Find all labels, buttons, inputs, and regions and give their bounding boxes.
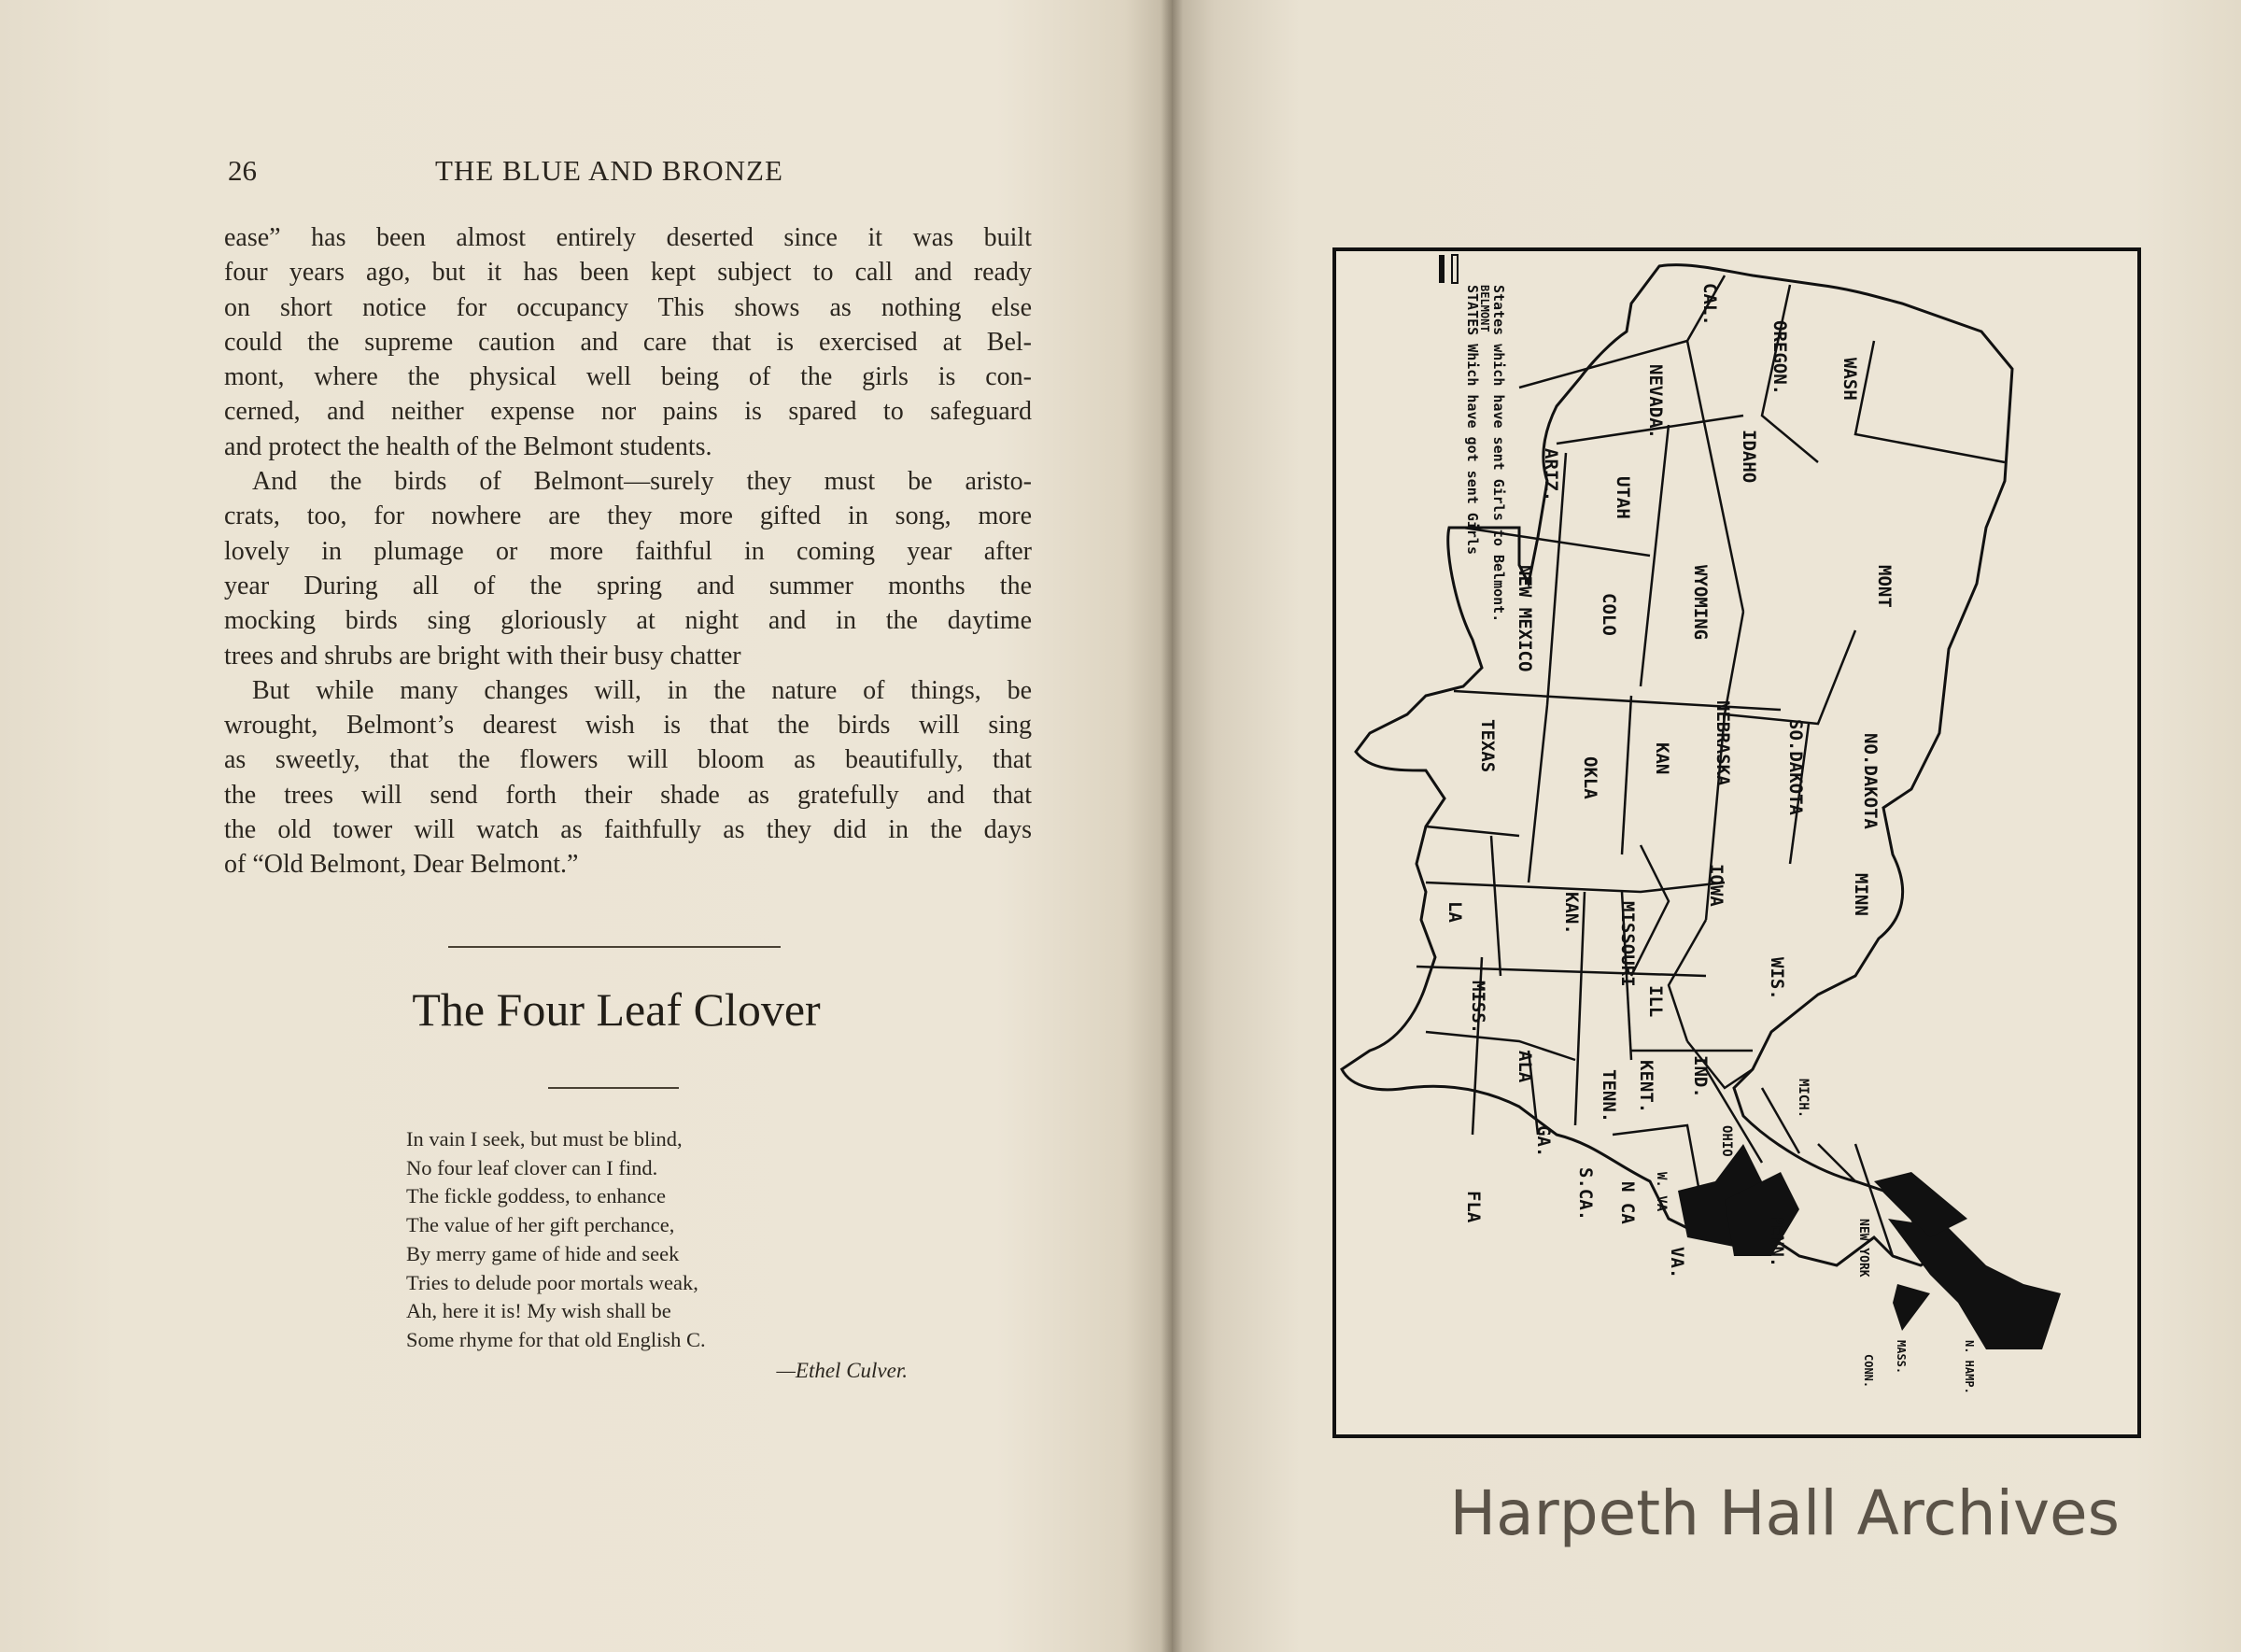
- prose-line: mocking birds sing gloriously at night and in the daytime: [224, 606, 1032, 636]
- state-label: FLA: [1463, 1191, 1484, 1223]
- legend-line-2: BELMONT: [1478, 285, 1491, 332]
- state-label: IND.: [1690, 1055, 1711, 1098]
- state-label: ARIZ.: [1541, 448, 1561, 502]
- prose-line: year During all of the spring and summer months the: [224, 571, 1032, 600]
- divider-rule: [448, 946, 781, 948]
- state-label: NEBRASKA: [1712, 700, 1733, 786]
- state-label: NEVADA.: [1645, 364, 1666, 440]
- legend-line-1: STATES Which have got sent Girls: [1464, 285, 1481, 555]
- poem-line: By merry game of hide and seek: [406, 1241, 680, 1265]
- prose-line: of “Old Belmont, Dear Belmont.”: [224, 850, 579, 880]
- state-label: MISSOURI: [1617, 901, 1638, 987]
- prose-line: trees and shrubs are bright with their busy chatter: [224, 641, 741, 671]
- prose-line: crats, too, for nowhere are they more gifted in song, more: [224, 501, 1032, 531]
- state-label: NO.DAKOTA: [1860, 733, 1881, 829]
- poem-line: Some rhyme for that old English C.: [406, 1327, 706, 1351]
- state-label: TENN.: [1599, 1069, 1619, 1123]
- running-title: THE BLUE AND BRONZE: [435, 154, 783, 187]
- prose-line: could the supreme caution and care that is exercised at Bel-: [224, 327, 1032, 357]
- prose-line: wrought, Belmont’s dearest wish is that the birds will sing: [224, 711, 1032, 741]
- state-label: S.CA.: [1575, 1167, 1596, 1221]
- state-label: OHIO: [1719, 1125, 1734, 1157]
- map-frame-border: [1334, 249, 2139, 1436]
- page-header: [224, 154, 1036, 191]
- state-label: PENN.: [1767, 1214, 1787, 1268]
- state-label: MONT: [1874, 565, 1895, 608]
- poem-line: The fickle goddess, to enhance: [406, 1184, 667, 1208]
- state-label: MINN: [1851, 873, 1871, 916]
- state-label: IDAHO: [1739, 430, 1759, 484]
- states-map: [1332, 247, 2141, 1438]
- state-label: OREGON.: [1769, 320, 1790, 396]
- archive-watermark: Harpeth Hall Archives: [1449, 1477, 2120, 1549]
- state-label: NEW YORK: [1856, 1219, 1870, 1278]
- state-label: SO.DAKOTA: [1785, 719, 1806, 815]
- state-label: NEW MEXICO: [1515, 565, 1535, 672]
- state-label: WIS.: [1767, 957, 1787, 1000]
- prose-line: four years ago, but it has been kept subject to call and ready: [224, 258, 1032, 288]
- prose-line: on short notice for occupancy This shows as nothing else: [224, 292, 1032, 322]
- prose-line: and protect the health of the Belmont students.: [224, 431, 712, 461]
- article-body: [224, 220, 1032, 882]
- state-label: MISS.: [1468, 981, 1488, 1035]
- state-label: N CA: [1617, 1181, 1638, 1224]
- prose-line: as sweetly, that the flowers will bloom as beautifully, that: [224, 745, 1032, 775]
- poem-author: —Ethel Culver.: [776, 1359, 908, 1382]
- state-label: GA.: [1533, 1125, 1554, 1158]
- poem-body: [406, 1125, 910, 1355]
- map-drawing: [1332, 247, 2141, 1438]
- state-label: CONN.: [1862, 1354, 1875, 1389]
- state-label: W. VA: [1654, 1172, 1669, 1212]
- state-label: WYOMING: [1690, 565, 1711, 641]
- state-label: LA: [1445, 901, 1465, 923]
- state-label: N. HAMP.: [1963, 1340, 1976, 1394]
- prose-line: the trees will send forth their shade as gratefully and that: [224, 780, 1032, 810]
- state-label: WASH: [1839, 358, 1860, 401]
- prose-line: ease” has been almost entirely deserted since it was built: [224, 223, 1032, 252]
- state-label: COLO: [1599, 593, 1619, 636]
- prose-line: And the birds of Belmont—surely they must be aristo-: [252, 467, 1032, 497]
- prose-line: mont, where the physical well being of the girls is con-: [224, 362, 1032, 392]
- state-label: ALA: [1515, 1051, 1535, 1083]
- state-label: IOWA: [1706, 864, 1727, 907]
- divider-rule: [548, 1087, 679, 1089]
- state-label: KENT.: [1636, 1060, 1656, 1114]
- state-label: ILL: [1645, 985, 1666, 1018]
- prose-line: lovely in plumage or more faithful in coming year after: [224, 536, 1032, 566]
- state-label: CAL.: [1699, 283, 1720, 326]
- poem-line: No four leaf clover can I find.: [406, 1155, 658, 1179]
- poem-line: Ah, here it is! My wish shall be: [406, 1299, 671, 1323]
- prose-line: But while many changes will, in the nature of things, be: [252, 675, 1032, 705]
- state-label: TEXAS: [1477, 719, 1498, 773]
- book-gutter: [1161, 0, 1183, 1652]
- poem-line: Tries to delude poor mortals weak,: [406, 1270, 698, 1294]
- page-number: 26: [228, 154, 257, 187]
- poem-line: The value of her gift perchance,: [406, 1213, 675, 1237]
- state-label: UTAH: [1613, 476, 1633, 519]
- state-label: KAN.: [1561, 892, 1582, 935]
- poem-line: In vain I seek, but must be blind,: [406, 1127, 683, 1151]
- prose-line: cerned, and neither expense nor pains is spared to safeguard: [224, 397, 1032, 427]
- state-label: OKLA: [1580, 756, 1600, 799]
- poem-title: The Four Leaf Clover: [412, 983, 821, 1036]
- state-label: KAN: [1652, 742, 1672, 775]
- prose-line: the old tower will watch as faithfully as they did in the days: [224, 815, 1032, 845]
- legend-mark-shaded: [1439, 255, 1445, 283]
- state-label: MICH.: [1796, 1079, 1811, 1119]
- state-label: MASS.: [1895, 1340, 1908, 1375]
- legend-line-3: States which have sent Girls to Belmont.: [1490, 285, 1507, 623]
- state-label: VA.: [1667, 1247, 1687, 1279]
